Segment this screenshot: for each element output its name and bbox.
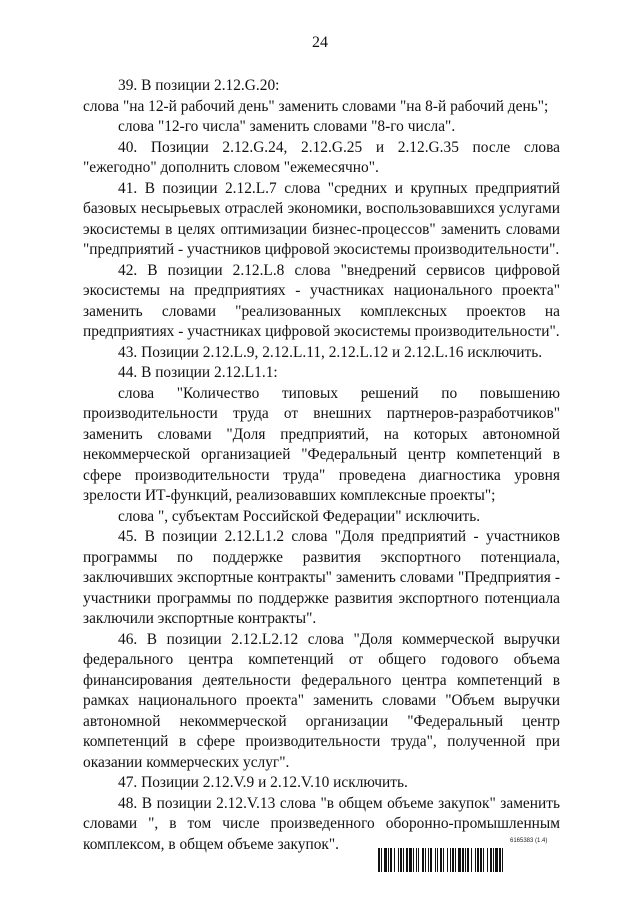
- barcode-bar: [495, 848, 498, 872]
- barcode-bar: [480, 848, 482, 872]
- document-body: [83, 76, 560, 855]
- barcode-bar: [416, 848, 417, 872]
- paragraph-43: 43. Позиции 2.12.L.9, 2.12.L.11, 2.12.L.12 и 2.12.L.16 исключить.: [118, 343, 543, 361]
- barcode-bar: [483, 848, 484, 872]
- barcode-bar: [467, 848, 469, 872]
- paragraph-44-item-2: слова ", субъектам Российской Федерации" исключить.: [118, 507, 481, 525]
- barcode-bar: [499, 848, 501, 872]
- barcode-bar: [381, 848, 382, 872]
- paragraph-39-item-1: слова "на 12-й рабочий день" заменить словами "на 8-й рабочий день";: [83, 97, 549, 115]
- barcode-bar: [394, 848, 395, 872]
- barcode-bar: [418, 848, 419, 872]
- barcode-bar: [390, 848, 392, 872]
- barcode-bar: [452, 848, 454, 872]
- paragraph-41: 41. В позиции 2.12.L.7 слова "средних и крупных предприятий базовых несырьевых отраслей экономики, воспользовавшихся услугами экосистемы в целях оптимизации бизнес-процессов" заменить словами "предприятий - участников цифровой экосистемы производительности".: [83, 179, 560, 258]
- barcode-bar: [465, 848, 466, 872]
- barcode-bar: [403, 848, 404, 872]
- paragraph-45: 45. В позиции 2.12.L1.2 слова "Доля предприятий - участников программы по поддержке развития экспортного потенциала, заключивших экспортные контракты" заменить словами "Предприятия - участники программы по поддержке развития экспортного потенциала заключили экспортные контракты".: [83, 528, 560, 627]
- barcode-bar: [462, 848, 464, 872]
- barcode-bar: [430, 848, 432, 872]
- barcode-bar: [502, 848, 503, 872]
- paragraph-46: 46. В позиции 2.12.L2.12 слова "Доля коммерческой выручки федерального центра компетенций от общего годового объема финансирования деятельности федерального центра компетенций в рамках национального проекта" заменить словами "Объем выручки автономной некоммерческой организации "Федеральный центр компетенций в сфере производительности труда", полученной при оказании коммерческих услуг".: [83, 630, 560, 771]
- barcode-bar: [487, 848, 488, 872]
- paragraph-40: 40. Позиции 2.12.G.24, 2.12.G.25 и 2.12.G.35 после слова "ежегодно" дополнить словом "ежемесячно".: [83, 138, 560, 176]
- barcode-bar: [447, 848, 448, 872]
- barcode-bar: [428, 848, 429, 872]
- barcode-bar: [490, 848, 492, 872]
- barcode-bar: [477, 848, 479, 872]
- barcode-bar: [409, 848, 412, 872]
- paragraph-42: 42. В позиции 2.12.L.8 слова "внедрений сервисов цифровой экосистемы на предприятиях - участниках национального проекта" заменить словами "реализованных комплексных проектов на предприятиях - участниках цифровой экосистемы производительности".: [83, 261, 560, 340]
- barcode-bar: [398, 848, 399, 872]
- document-code: 6165383 (1.4): [510, 838, 548, 844]
- paragraph-44-item-1: слова "Количество типовых решений по повышению производительности труда от внешних партнеров-разработчиков" заменить словами "Доля предприятий, на которых автономной некоммерческой организацией "Федеральный центр компетенций в сфере производительности труда" проведена диагностика уровня зрелости ИТ-функций, реализовавших комплексные проекты";: [83, 384, 560, 504]
- paragraph-47: 47. Позиции 2.12.V.9 и 2.12.V.10 исключить.: [118, 774, 408, 791]
- paragraph-44: 44. В позиции 2.12.L1.1:: [118, 364, 278, 381]
- barcode-bar: [458, 848, 461, 872]
- barcode-image: [378, 848, 560, 872]
- barcode-bar: [378, 848, 380, 872]
- paragraph-39: 39. В позиции 2.12.G.20:: [118, 77, 280, 94]
- barcode-bar: [471, 848, 472, 872]
- barcode-bar: [406, 848, 408, 872]
- barcode-bar: [475, 848, 476, 872]
- paragraph-39-item-2: слова "12-го числа" заменить словами "8-го числа".: [118, 118, 456, 135]
- barcode-bar: [437, 848, 438, 872]
- barcode-bar: [422, 848, 424, 872]
- barcode-bar: [450, 848, 451, 872]
- barcode-bar: [425, 848, 426, 872]
- page-number: 24: [312, 34, 328, 51]
- barcode-bar: [493, 848, 494, 872]
- barcode-bar: [388, 848, 389, 872]
- paragraph-48: 48. В позиции 2.12.V.13 слова "в общем объеме закупок" заменить словами ", в том числе произведенного оборонно-промышленным комплексом, в общем объеме закупок".: [83, 794, 560, 853]
- barcode-bar: [400, 848, 402, 872]
- barcode-bar: [413, 848, 414, 872]
- barcode-bar: [384, 848, 387, 872]
- barcode-bar: [435, 848, 436, 872]
- barcode-bar: [440, 848, 442, 872]
- barcode-bar: [455, 848, 456, 872]
- barcode-bar: [443, 848, 444, 872]
